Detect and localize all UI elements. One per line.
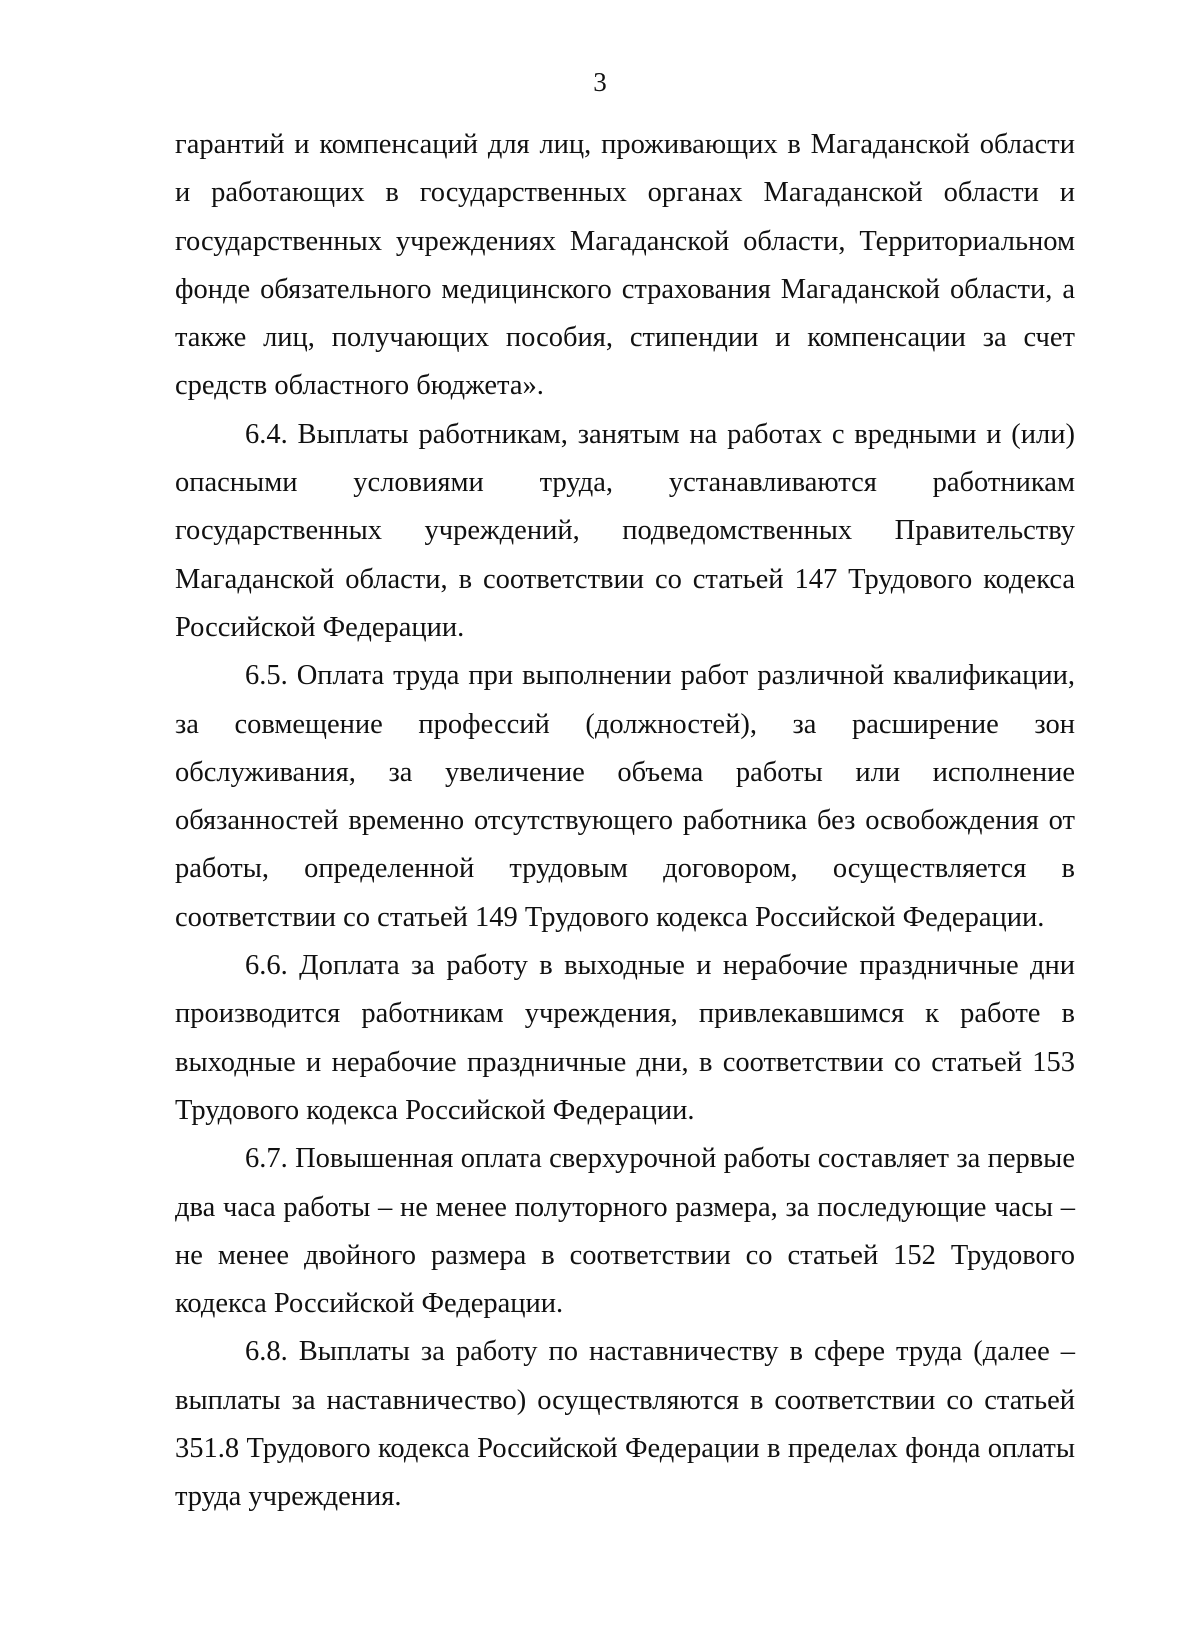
document-body (175, 121, 1075, 1522)
paragraph-6-6: 6.6. Доплата за работу в выходные и нерабочие праздничные дни производится работникам учреждения, привлекавшимся к работе в выходные и нерабочие праздничные дни, в соответствии со статьей 153 Трудового кодекса Российской Федерации. (175, 950, 1075, 1126)
paragraph-6-7: 6.7. Повышенная оплата сверхурочной работы составляет за первые два часа работы – не менее полуторного размера, за последующие часы – не менее двойного размера в соответствии со статьей 152 Трудового кодекса Российской Федерации. (175, 1143, 1075, 1320)
paragraph-6-8: 6.8. Выплаты за работу по наставничеству в сфере труда (далее – выплаты за наставничество) осуществляются в соответствии со статьей 351.8 Трудового кодекса Российской Федерации в пределах фонда оплаты труда учреждения. (175, 1336, 1075, 1513)
page-number: 3 (593, 67, 607, 97)
paragraph-continuation: гарантий и компенсаций для лиц, проживающих в Магаданской области и работающих в государственных органах Магаданской области и государственных учреждениях Магаданской области, Территориальном фонде обязательного медицинского страхования Магаданской области, а также лиц, получающих пособия, стипендии и компенсации за счет средств областного бюджета». (175, 129, 1075, 402)
paragraph-6-5: 6.5. Оплата труда при выполнении работ различной квалификации, за совмещение профессий (должностей), за расширение зон обслуживания, за увеличение объема работы или исполнение обязанностей временно отсутствующего работника без освобождения от работы, определенной трудовым договором, осуществляется в соответствии со статьей 149 Трудового кодекса Российской Федерации. (175, 660, 1075, 933)
paragraph-6-4: 6.4. Выплаты работникам, занятым на работах с вредными и (или) опасными условиями труда, устанавливаются работникам государственных учреждений, подведомственных Правительству Магаданской области, в соответствии со статьей 147 Трудового кодекса Российской Федерации. (175, 418, 1075, 643)
